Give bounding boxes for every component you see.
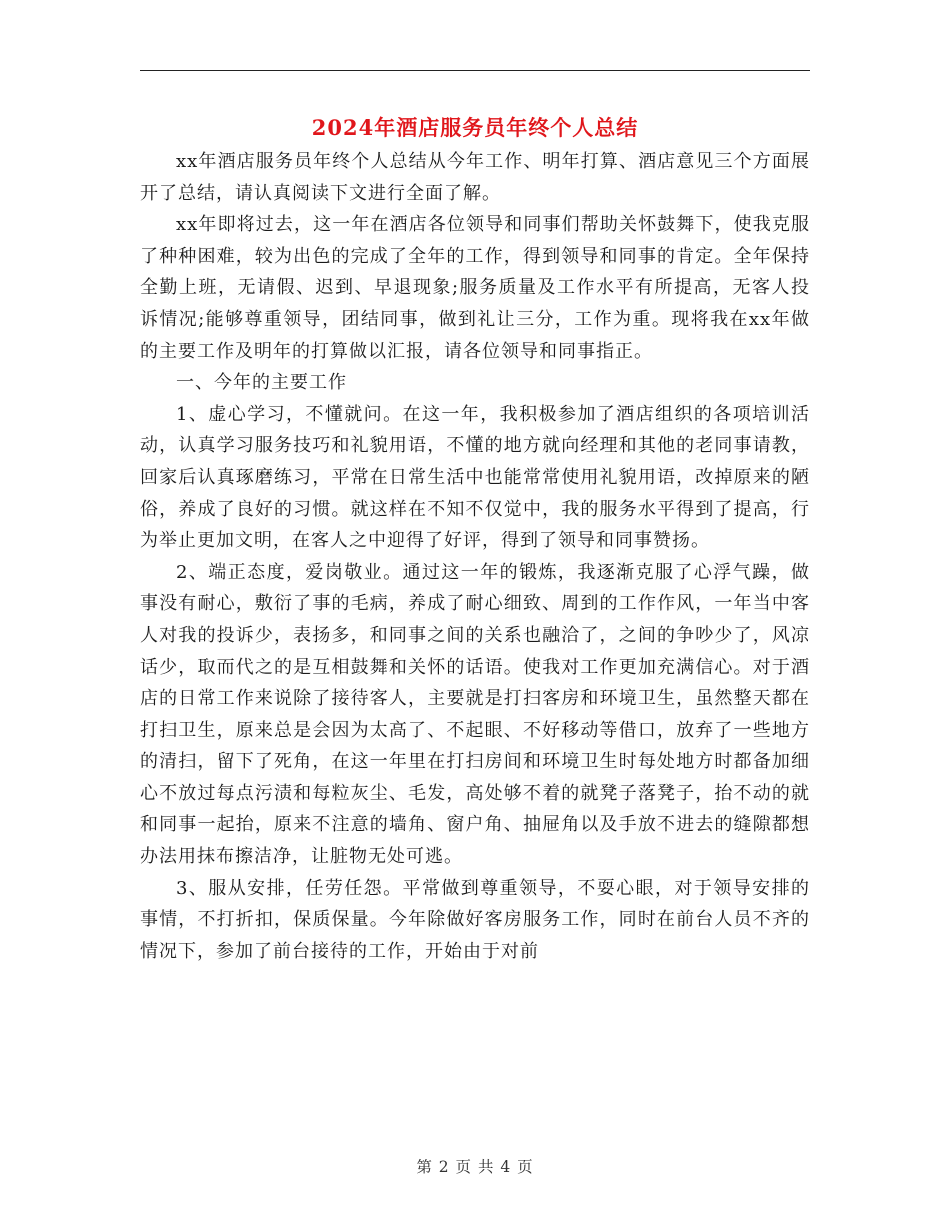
section-heading: 一、今年的主要工作: [176, 372, 347, 394]
paragraph-item-3: 3、服从安排，任劳任怨。平常做到尊重领导，不耍心眼，对于领导安排的事情，不打折扣，保质保量。今年除做好客房服务工作，同时在前台人员不齐的情况下，参加了前台接待的工作，开始由于对前: [140, 877, 810, 962]
page-number: 第 2 页 共 4 页: [416, 1158, 534, 1176]
paragraph-intro: xx年酒店服务员年终个人总结从今年工作、明年打算、酒店意见三个方面展开了总结，请认真阅读下文进行全面了解。: [140, 151, 810, 204]
document-body: [140, 146, 810, 967]
document-title: 2024年酒店服务员年终个人总结: [311, 115, 639, 140]
paragraph-item-1: 1、虚心学习，不懂就问。在这一年，我积极参加了酒店组织的各项培训活动，认真学习服务技巧和礼貌用语，不懂的地方就向经理和其他的老同事请教，回家后认真琢磨练习，平常在日常生活中也能常常使用礼貌用语，改掉原来的陋俗，养成了良好的习惯。就这样在不知不仅觉中，我的服务水平得到了提高，行为举止更加文明，在客人之中迎得了好评，得到了领导和同事赞扬。: [140, 403, 810, 552]
header-rule: [140, 70, 810, 71]
paragraph-item-2: 2、端正态度，爱岗敬业。通过这一年的锻炼，我逐渐克服了心浮气躁，做事没有耐心，敷衍了事的毛病，养成了耐心细致、周到的工作作风，一年当中客人对我的投诉少，表扬多，和同事之间的关系也融洽了，之间的争吵少了，风凉话少，取而代之的是互相鼓舞和关怀的话语。使我对工作更加充满信心。对于酒店的日常工作来说除了接待客人，主要就是打扫客房和环境卫生，虽然整天都在打扫卫生，原来总是会因为太高了、不起眼、不好移动等借口，放弃了一些地方的清扫，留下了死角，在这一年里在打扫房间和环境卫生时每处地方时都备加细心不放过每点污渍和每粒灰尘、毛发，高处够不着的就凳子落凳子，抬不动的就和同事一起抬，原来不注意的墙角、窗户角、抽屉角以及手放不进去的缝隙都想办法用抹布擦洁净，让脏物无处可逃。: [140, 561, 810, 868]
paragraph-overview: xx年即将过去，这一年在酒店各位领导和同事们帮助关怀鼓舞下，使我克服了种种困难，较为出色的完成了全年的工作，得到领导和同事的肯定。全年保持全勤上班，无请假、迟到、早退现象;服务质量及工作水平有所提高，无客人投诉情况;能够尊重领导，团结同事，做到礼让三分，工作为重。现将我在xx年做的主要工作及明年的打算做以汇报，请各位领导和同事指正。: [140, 214, 810, 362]
